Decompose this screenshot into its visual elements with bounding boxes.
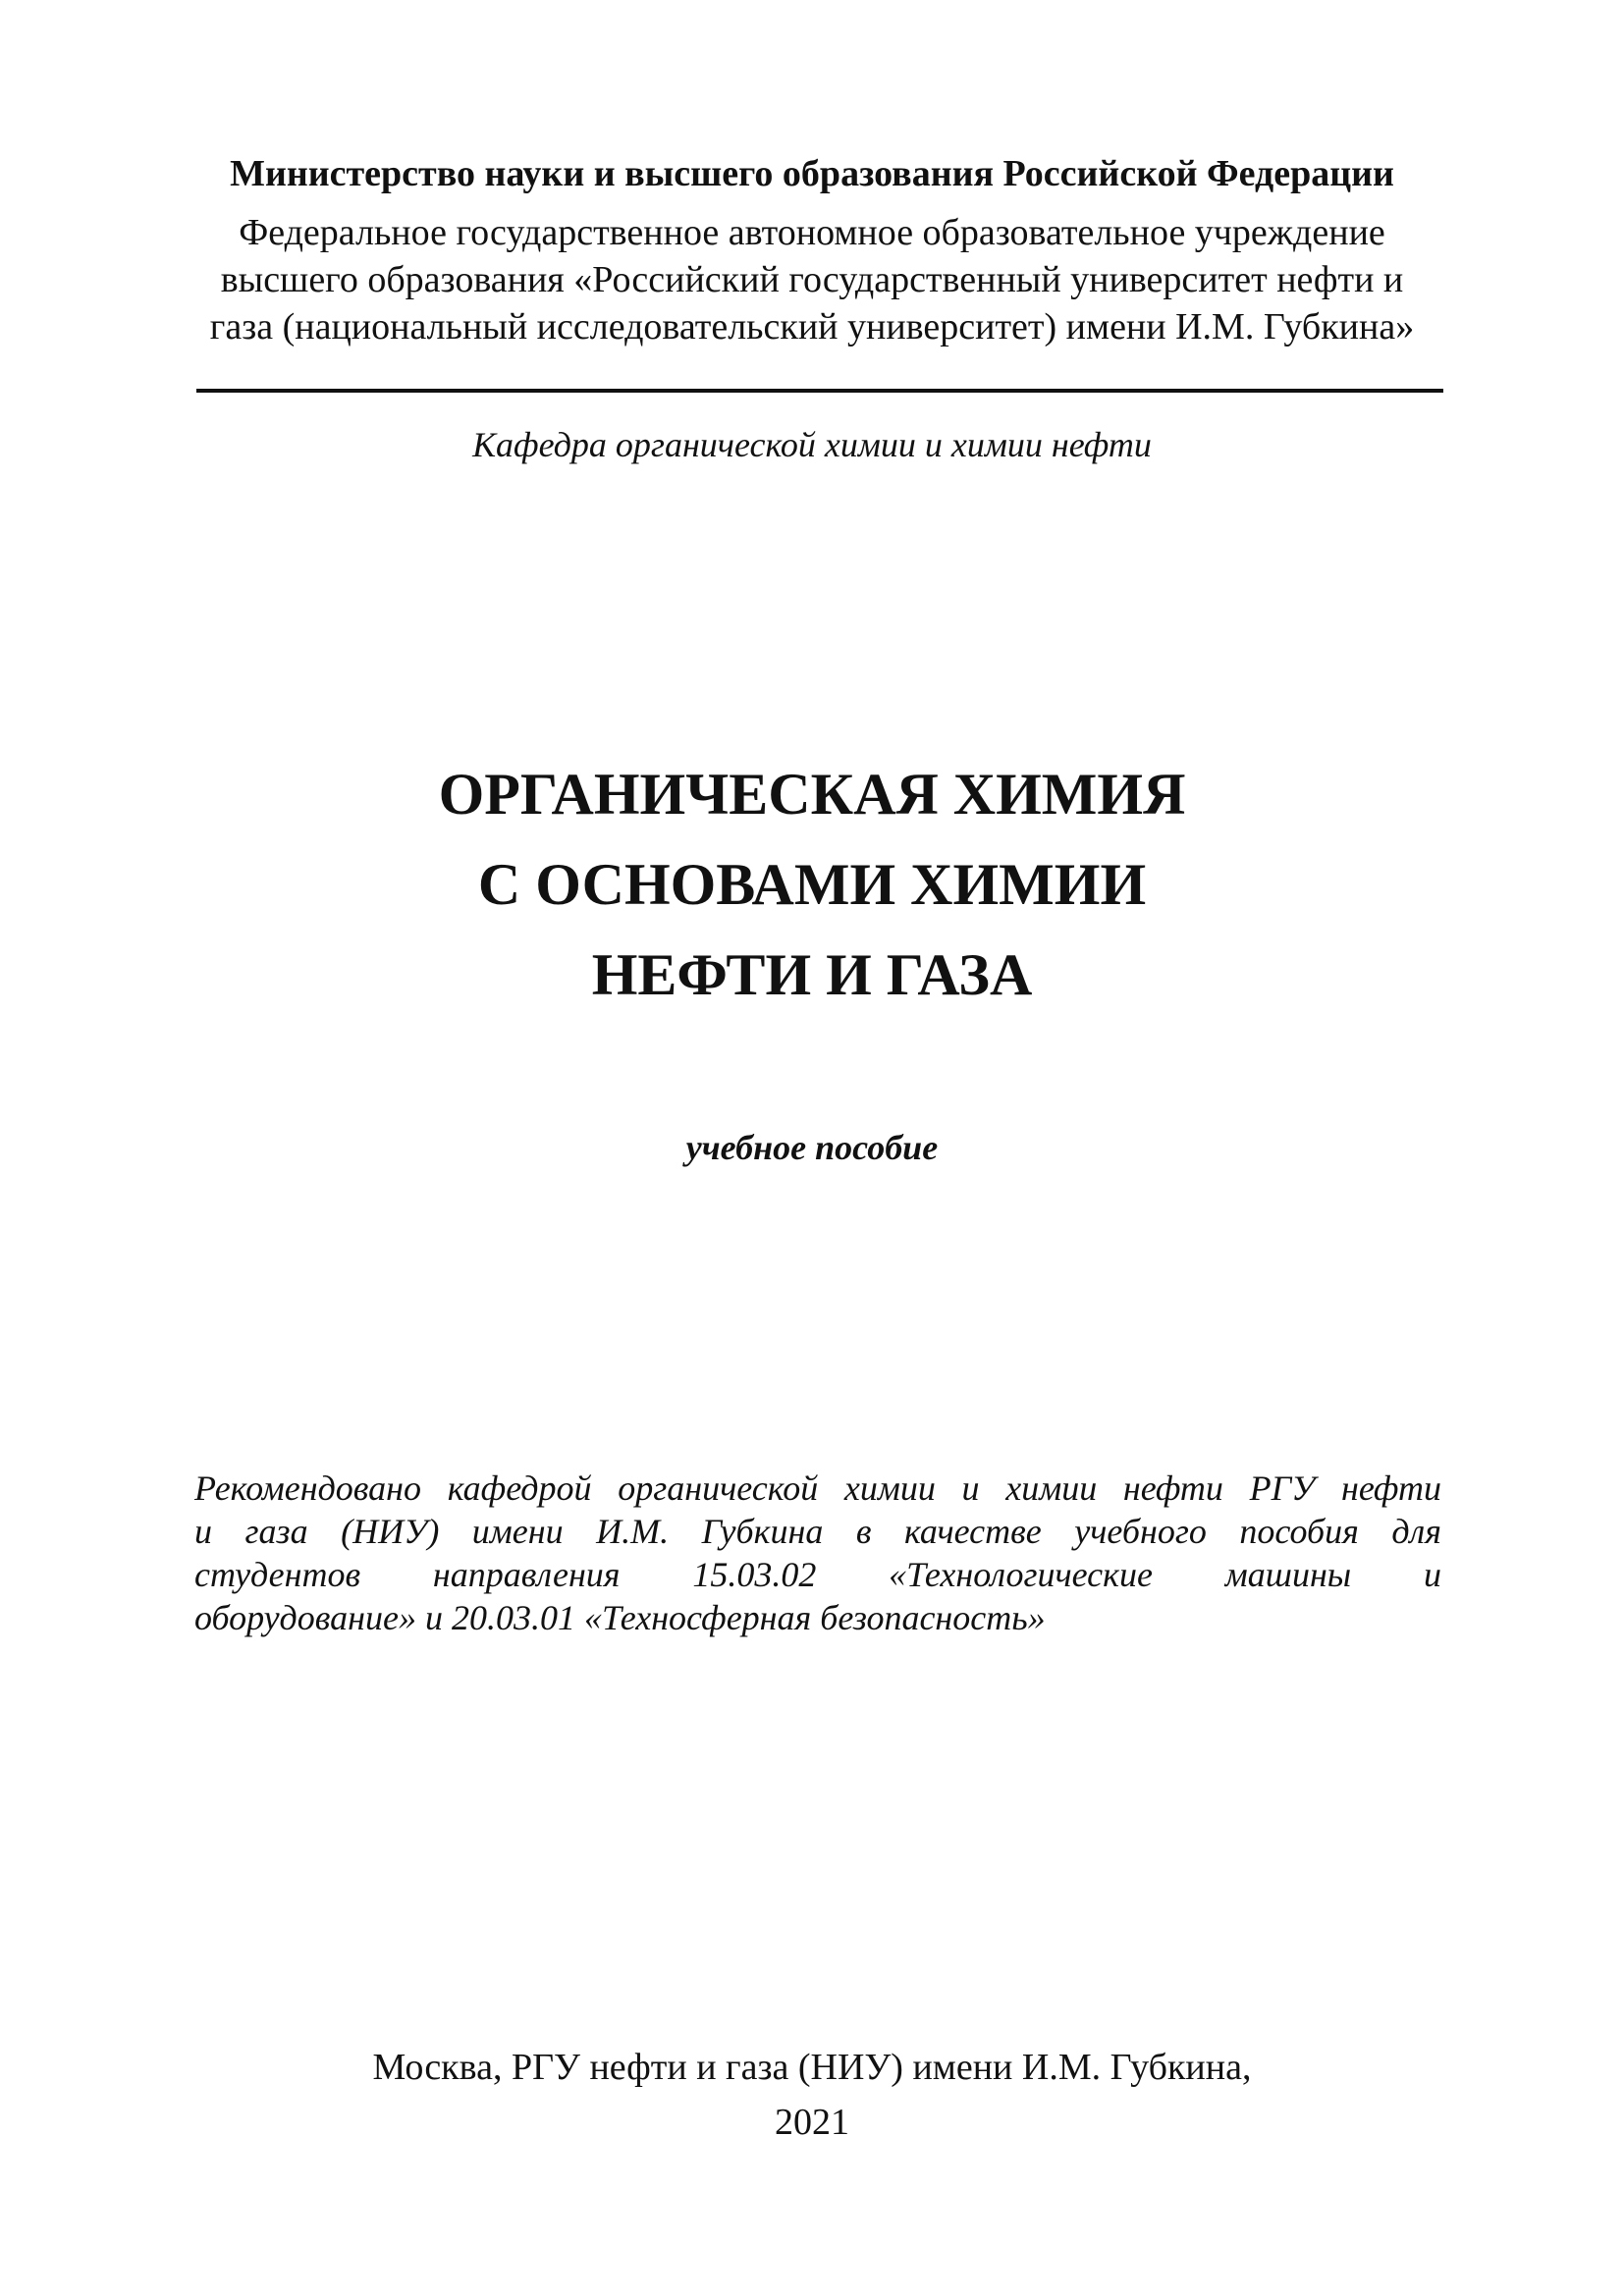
recommendation-line: и газа (НИУ) имени И.М. Губкина в качестве учебного пособия для xyxy=(194,1512,1441,1551)
publication-info xyxy=(147,2040,1477,2150)
department-name: Кафедра органической химии и химии нефти xyxy=(472,425,1152,464)
recommendation-line: Рекомендовано кафедрой органической химии и химии нефти РГУ нефти xyxy=(194,1468,1441,1508)
institution-line: Федеральное государственное автономное образовательное учреждение xyxy=(239,212,1385,253)
header-divider xyxy=(196,389,1443,393)
title-line: С ОСНОВАМИ ХИМИИ xyxy=(477,852,1147,917)
book-title xyxy=(147,749,1477,1020)
recommendation-line: студентов направления 15.03.02 «Технологические машины и xyxy=(194,1555,1441,1594)
ministry-heading: Министерство науки и высшего образования Российской Федерации xyxy=(230,153,1394,194)
institution-line: высшего образования «Российский государственный университет нефти и xyxy=(220,259,1404,300)
title-line: НЕФТИ И ГАЗА xyxy=(591,942,1033,1007)
title-line: ОРГАНИЧЕСКАЯ ХИМИЯ xyxy=(438,762,1186,827)
publisher-line: Москва, РГУ нефти и газа (НИУ) имени И.М. Губкина, xyxy=(372,2047,1252,2088)
publication-year: 2021 xyxy=(775,2102,849,2143)
institution-name xyxy=(147,209,1477,350)
recommendation-text xyxy=(194,1467,1441,1639)
institution-line: газа (национальный исследовательский университет) имени И.М. Губкина» xyxy=(209,306,1415,347)
recommendation-line: оборудование» и 20.03.01 «Техносферная безопасность» xyxy=(194,1598,1046,1637)
book-subtitle: учебное пособие xyxy=(685,1128,939,1167)
